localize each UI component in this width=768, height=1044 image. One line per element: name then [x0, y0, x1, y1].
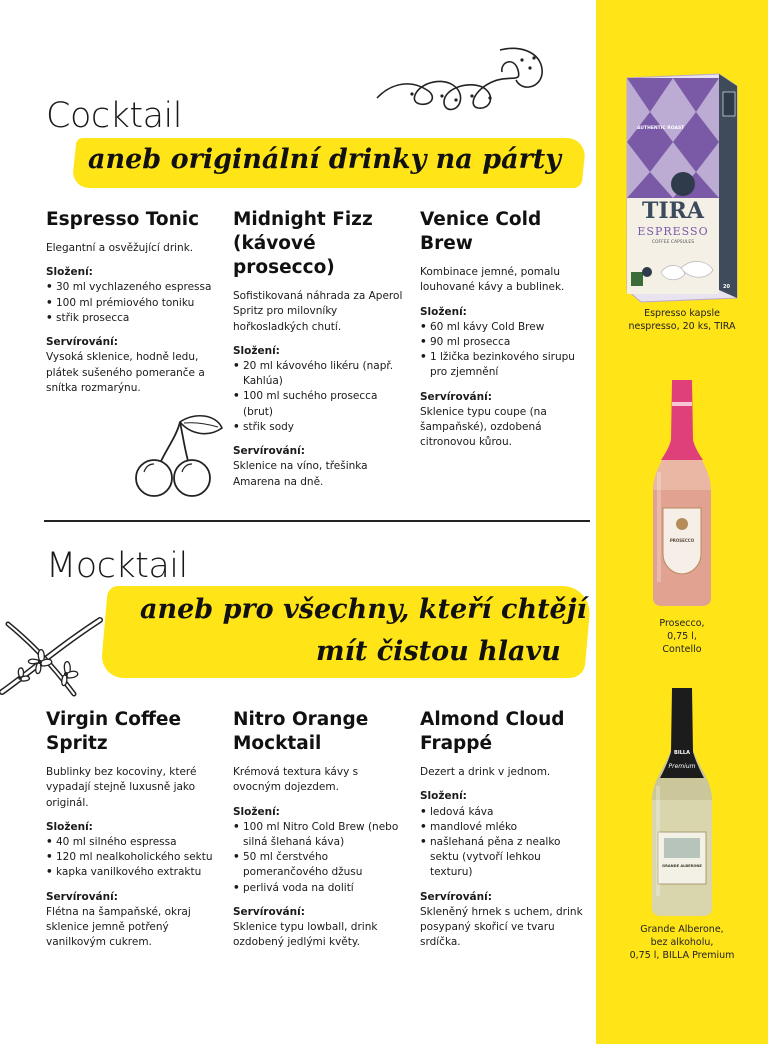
serving-text: Vysoká sklenice, hodně ledu, plátek sušeného pomeranče a snítka rozmarýnu. [46, 351, 205, 394]
lemon-peel-illustration [372, 40, 552, 120]
mocktail-title: Mocktail [46, 546, 188, 586]
mocktail-subtitle-line2: mít čistou hlavu [316, 636, 561, 667]
ingredient-item: • 40 ml silného espressa [46, 835, 218, 850]
caption-line: nespresso, 20 ks, TIRA [628, 320, 736, 332]
cocktail-subtitle: aneb originální drinky na párty [88, 144, 561, 175]
serving-label: Servírování: [233, 905, 305, 918]
ingredient-item: • střik prosecca [46, 311, 228, 326]
recipe-name: Midnight Fizz (kávové prosecco) [233, 209, 373, 279]
recipe-name: Almond Cloud Frappé [420, 709, 565, 755]
recipe-midnight-fizz [233, 208, 409, 490]
ingredients-label: Složení: [420, 790, 467, 803]
tira-box-image [623, 72, 741, 304]
ingredients-list [420, 805, 586, 881]
serving-label: Servírování: [233, 445, 305, 458]
tira-box-product: ESPRESSO [637, 225, 709, 238]
ingredients-list [233, 820, 405, 896]
alberone-bottle-image [648, 686, 716, 918]
recipe-description: Sofistikovaná náhrada za Aperol Spritz pro milovníky hořkosladkých chutí. [233, 290, 403, 333]
serving-text: Sklenice typu coupe (na šampaňské), ozdobená citronovou kůrou. [420, 405, 547, 449]
ingredients-list [420, 320, 586, 381]
ingredients-label: Složení: [46, 266, 93, 279]
ingredient-item: • perlivá voda na dolití [233, 881, 405, 896]
recipe-description: Krémová textura kávy s ovocným dojezdem. [233, 766, 359, 794]
prosecco-bottle-image [649, 378, 715, 608]
alberone-bottle-icon [648, 686, 716, 918]
product-prosecco-contello [596, 378, 768, 656]
ingredient-item: • 90 ml prosecca [420, 335, 586, 350]
recipe-espresso-tonic [46, 208, 228, 396]
recipe-description: Kombinace jemné, pomalu louhované kávy a bublinek. [420, 266, 565, 294]
tira-box-tag: AUTHENTIC ROAST [637, 126, 685, 131]
cherries-illustration [128, 408, 228, 498]
recipe-venice-cold-brew [420, 208, 586, 451]
ingredient-item: • 100 ml Nitro Cold Brew (nebo silná šlehaná káva) [233, 820, 405, 850]
serving-text: Sklenice typu lowball, drink ozdobený jedlými květy. [233, 921, 378, 949]
section-divider [44, 520, 590, 522]
ingredient-item: • 1 lžička bezinkového sirupu pro zjemnění [420, 350, 586, 380]
caption-line: 0,75 l, BILLA Premium [629, 949, 735, 961]
recipe-description: Bublinky bez kocoviny, které vypadají stejně luxusně jako originál. [46, 766, 197, 809]
recipe-name: Nitro Orange Mocktail [233, 709, 369, 755]
ingredient-item: • mandlové mléko [420, 820, 586, 835]
serving-text: Flétna na šampaňské, okraj sklenice jemně potřený vanilkovým cukrem. [46, 905, 191, 949]
ingredient-item: • 100 ml suchého prosecca (brut) [233, 389, 409, 419]
recipe-name: Espresso Tonic [46, 209, 200, 230]
recipe-name: Venice Cold Brew [420, 209, 542, 255]
ingredient-item: • kapka vanilkového extraktu [46, 865, 218, 880]
caption-line: Prosecco, [659, 618, 705, 629]
tira-box-sub: COFFEE CAPSULES [651, 240, 695, 245]
product-caption [596, 308, 768, 334]
product-tira-espresso [596, 72, 768, 334]
serving-label: Servírování: [420, 890, 492, 903]
ingredients-list [46, 835, 218, 881]
serving-label: Servírování: [46, 336, 118, 349]
alberone-brand-text: BILLA [674, 750, 690, 756]
caption-line: Grande Alberone, [640, 924, 724, 935]
tira-box-icon [623, 72, 741, 304]
alberone-label-text: GRANDE ALBERONE [662, 864, 702, 868]
product-grande-alberone [596, 686, 768, 962]
cocktail-title: Cocktail [46, 96, 182, 136]
ingredient-item: • našlehaná pěna z nealko sektu (vytvoří lehkou texturu) [420, 835, 586, 881]
ingredient-item: • 100 ml prémiového toniku [46, 296, 228, 311]
ingredients-label: Složení: [233, 805, 280, 818]
ingredient-item: • 30 ml vychlazeného espressa [46, 280, 228, 295]
ingredient-item: • ledová káva [420, 805, 586, 820]
ingredient-item: • 60 ml kávy Cold Brew [420, 320, 586, 335]
serving-text: Skleněný hrnek s uchem, drink posypaný skořicí ve tvaru srdíčka. [420, 905, 583, 949]
caption-line: Contello [662, 643, 702, 655]
recipe-almond-cloud-frappe [420, 708, 586, 951]
ingredients-label: Složení: [233, 344, 280, 357]
mocktail-subtitle-line1: aneb pro všechny, kteří chtějí [140, 594, 587, 625]
ingredient-item: • 20 ml kávového likéru (např. Kahlúa) [233, 359, 409, 389]
ingredients-label: Složení: [46, 820, 93, 833]
recipe-virgin-coffee-spritz [46, 708, 218, 951]
serving-text: Sklenice na víno, třešinka Amarena na dně. [233, 460, 368, 488]
serving-label: Servírování: [46, 890, 118, 903]
prosecco-bottle-icon [649, 378, 715, 608]
ingredient-item: • střik sody [233, 420, 409, 435]
tira-box-brand: TIRA [641, 198, 704, 224]
prosecco-label-text: PROSECCO [669, 538, 695, 543]
ingredient-item: • 120 ml nealkoholického sektu [46, 850, 218, 865]
ingredients-label: Složení: [420, 305, 467, 318]
product-caption [596, 618, 768, 656]
svg-text:Premium: Premium [668, 763, 696, 770]
serving-label: Servírování: [420, 390, 492, 403]
ingredients-list [46, 280, 228, 326]
recipe-nitro-orange-mocktail [233, 708, 405, 951]
caption-line: bez alkoholu, [650, 936, 714, 948]
recipe-name: Virgin Coffee Spritz [46, 709, 182, 755]
recipe-description: Dezert a drink v jednom. [420, 766, 551, 779]
tira-box-count: 20 [723, 284, 730, 290]
caption-line: 0,75 l, [667, 630, 697, 642]
caption-line: Espresso kapsle [644, 308, 720, 319]
ingredient-item: • 50 ml čerstvého pomerančového džusu [233, 850, 405, 880]
recipe-description: Elegantní a osvěžující drink. [46, 242, 194, 255]
vanilla-flower-illustration [0, 612, 110, 702]
ingredients-list [233, 359, 409, 435]
product-caption [596, 924, 768, 962]
